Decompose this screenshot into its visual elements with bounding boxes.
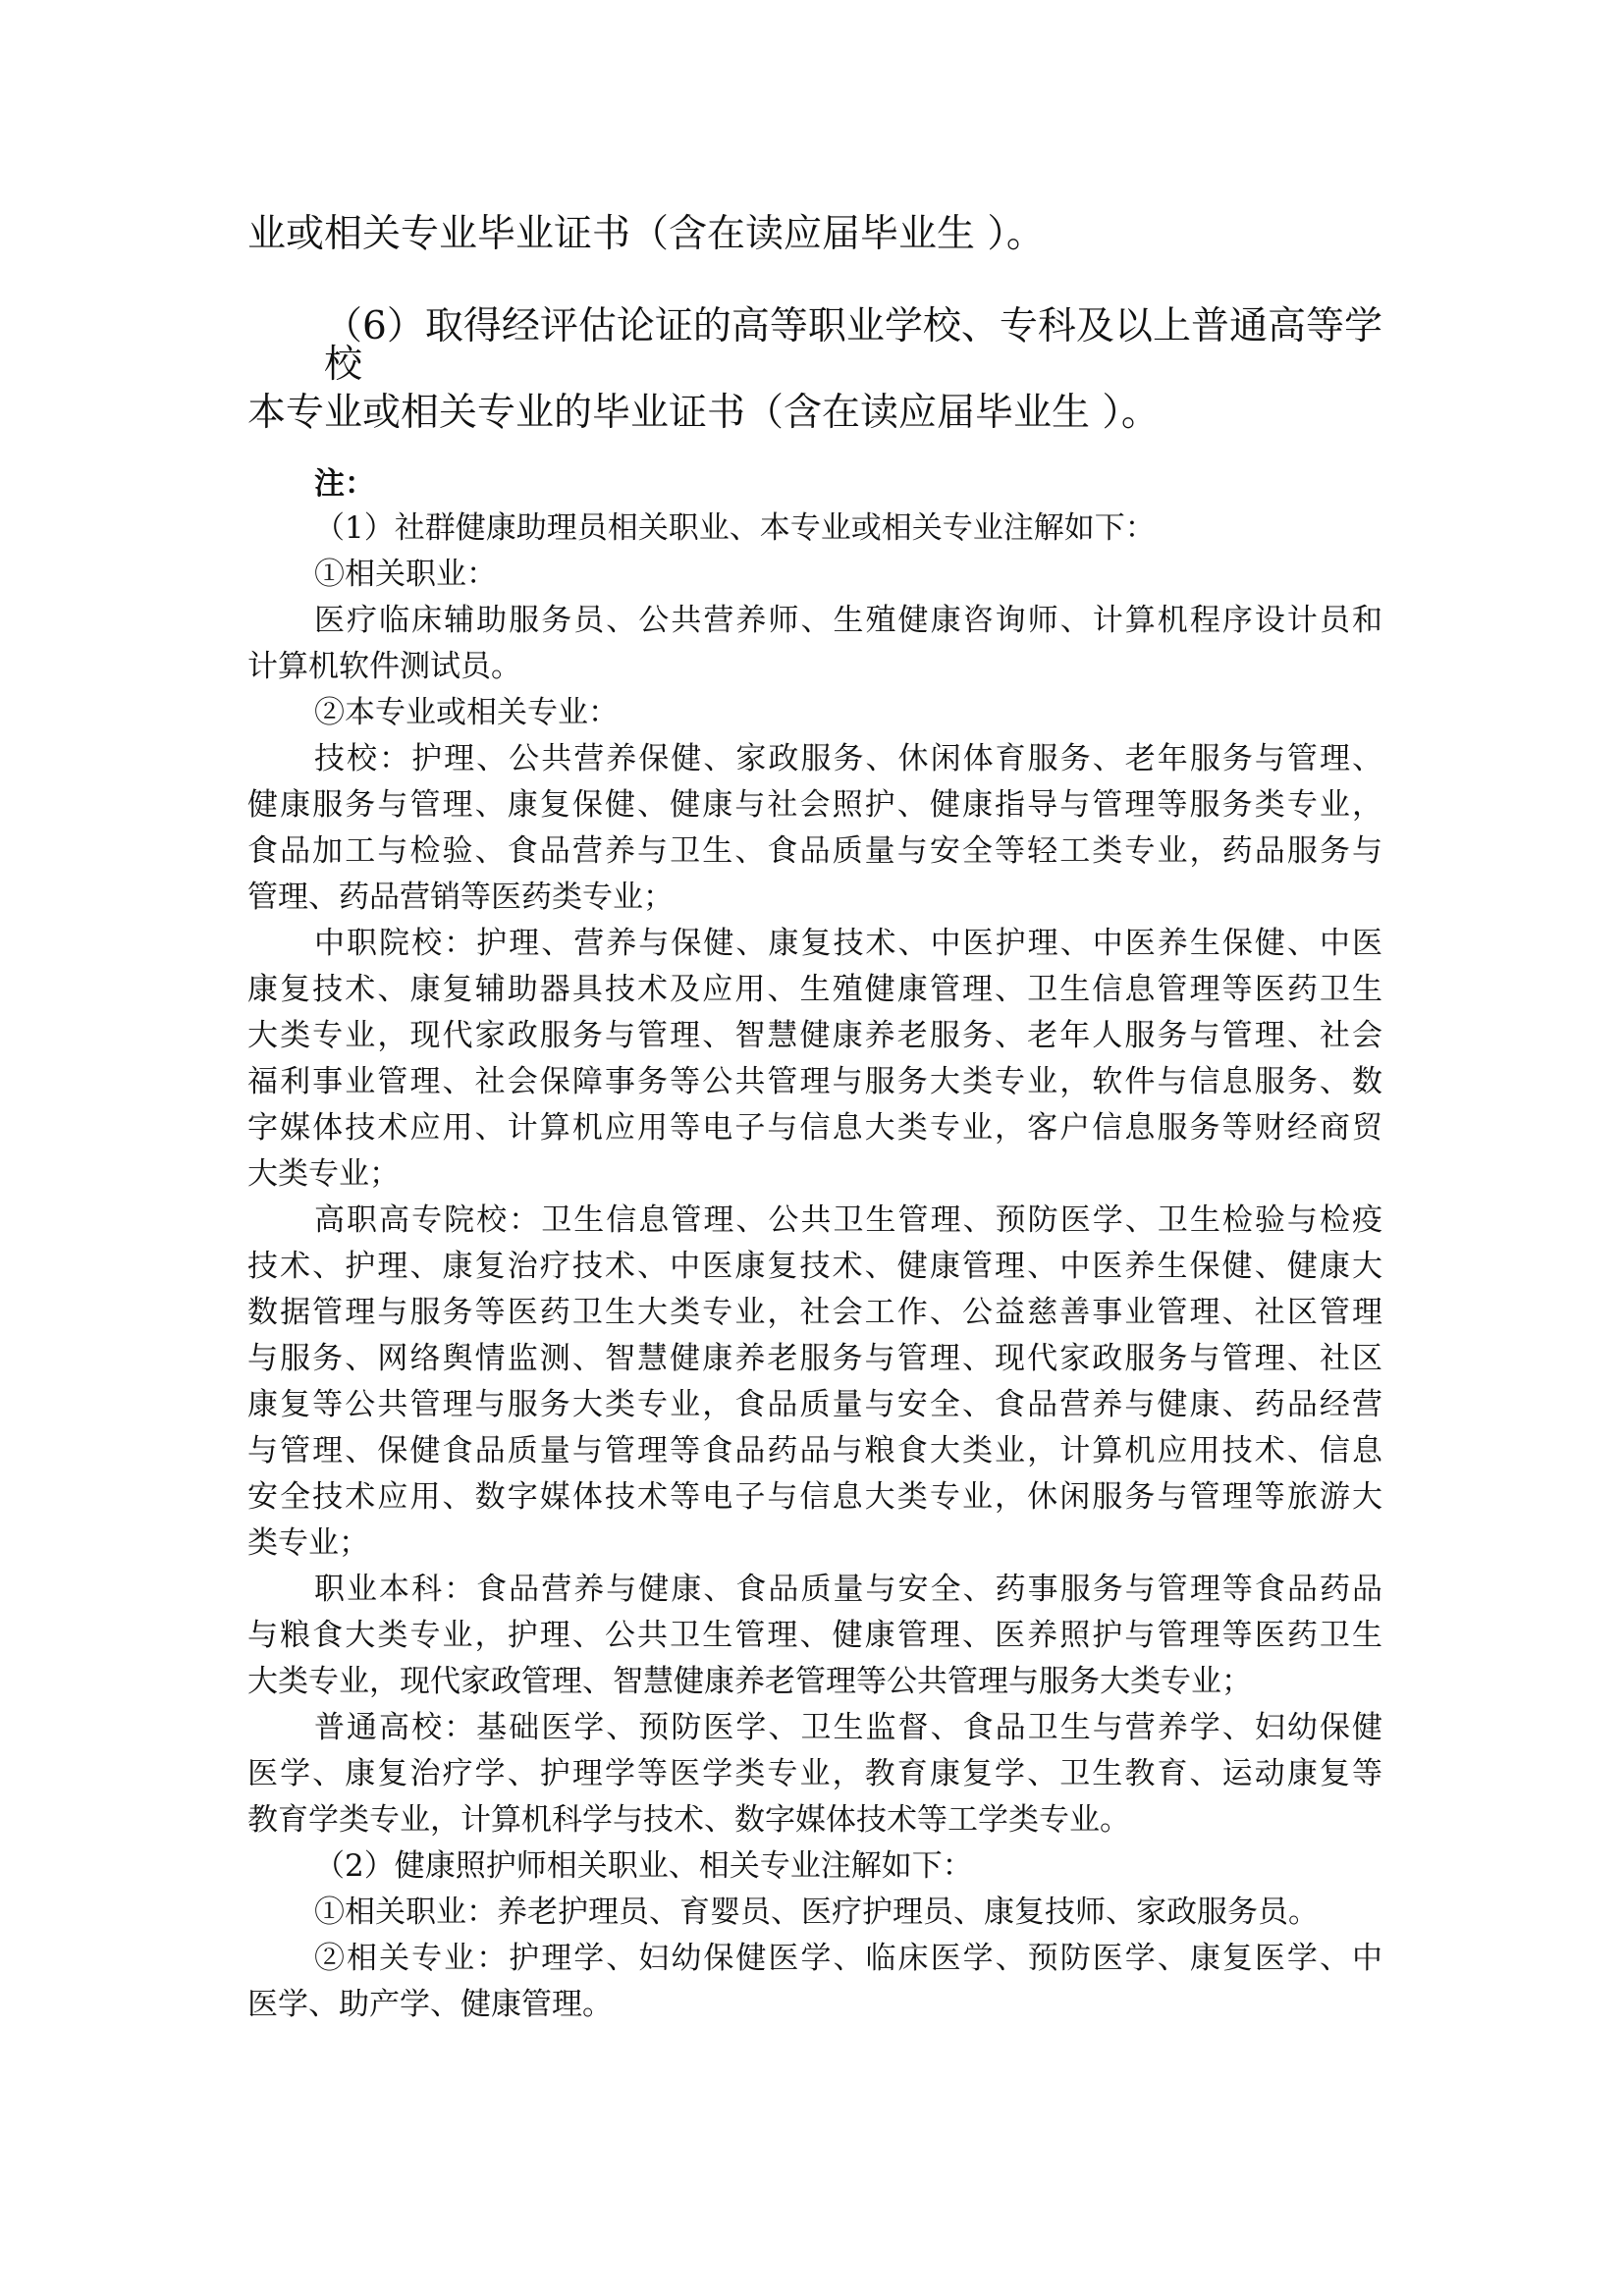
note-line: 教育学类专业，计算机科学与技术、数字媒体技术等工学类专业。 <box>247 1802 1130 1838</box>
note-line: 技校：护理、公共营养保健、家政服务、休闲体育服务、老年服务与管理、 <box>314 741 1382 776</box>
note-line: 大类专业，现代家政服务与管理、智慧健康养老服务、老年人服务与管理、社会 <box>247 1018 1382 1053</box>
note-line: 字媒体技术应用、计算机应用等电子与信息大类专业，客户信息服务等财经商贸 <box>247 1110 1382 1146</box>
note-line: 医学、助产学、健康管理。 <box>247 1987 613 2022</box>
note-line: 中职院校：护理、营养与保健、康复技术、中医护理、中医养生保健、中医 <box>314 926 1382 961</box>
note-line: ②相关专业：护理学、妇幼保健医学、临床医学、预防医学、康复医学、中 <box>314 1941 1382 1976</box>
note-line: 大类专业； <box>247 1156 400 1192</box>
note-line: 康复技术、康复辅助器具技术及应用、生殖健康管理、卫生信息管理等医药卫生 <box>247 972 1382 1007</box>
note-line: 普通高校：基础医学、预防医学、卫生监督、食品卫生与营养学、妇幼保健 <box>314 1710 1382 1745</box>
note-line: 管理、药品营销等医药类专业； <box>247 880 674 915</box>
note-line: 福利事业管理、社会保障事务等公共管理与服务大类专业，软件与信息服务、数 <box>247 1064 1382 1099</box>
note-line: 类专业； <box>247 1525 369 1561</box>
note-line: 医学、康复治疗学、护理学等医学类专业，教育康复学、卫生教育、运动康复等 <box>247 1756 1382 1791</box>
body-line: 本专业或相关专业的毕业证书（含在读应届毕业生 ）。 <box>247 391 1160 435</box>
body-line: 业或相关专业毕业证书（含在读应届毕业生 ）。 <box>247 212 1045 256</box>
note-line: 食品加工与检验、食品营养与卫生、食品质量与安全等轻工类专业，药品服务与 <box>247 833 1382 869</box>
note-line: （2）健康照护师相关职业、相关专业注解如下： <box>314 1848 973 1884</box>
note-line: 安全技术应用、数字媒体技术等电子与信息大类专业，休闲服务与管理等旅游大 <box>247 1479 1382 1515</box>
body-line: （6）取得经评估论证的高等职业学校、专科及以上普通高等学校 <box>324 304 1382 387</box>
note-line: 医疗临床辅助服务员、公共营养师、生殖健康咨询师、计算机程序设计员和 <box>314 603 1382 638</box>
note-line: 职业本科：食品营养与健康、食品质量与安全、药事服务与管理等食品药品 <box>314 1572 1382 1607</box>
note-line: 数据管理与服务等医药卫生大类专业，社会工作、公益慈善事业管理、社区管理 <box>247 1295 1382 1330</box>
note-title: 注： <box>314 466 375 502</box>
note-line: （1）社群健康助理员相关职业、本专业或相关专业注解如下： <box>314 510 1156 546</box>
note-line: 与粮食大类专业，护理、公共卫生管理、健康管理、医养照护与管理等医药卫生 <box>247 1618 1382 1653</box>
note-line: 健康服务与管理、康复保健、健康与社会照护、健康指导与管理等服务类专业， <box>247 787 1382 823</box>
note-line: ①相关职业： <box>314 557 497 592</box>
note-line: 与服务、网络舆情监测、智慧健康养老服务与管理、现代家政服务与管理、社区 <box>247 1341 1382 1376</box>
note-line: ①相关职业：养老护理员、育婴员、医疗护理员、康复技师、家政服务员。 <box>314 1895 1319 1930</box>
note-line: 计算机软件测试员。 <box>247 649 521 684</box>
note-line: 康复等公共管理与服务大类专业，食品质量与安全、食品营养与健康、药品经营 <box>247 1387 1382 1422</box>
note-line: 大类专业，现代家政管理、智慧健康养老管理等公共管理与服务大类专业； <box>247 1664 1252 1699</box>
note-line: ②本专业或相关专业： <box>314 695 619 730</box>
note-line: 与管理、保健食品质量与管理等食品药品与粮食大类业，计算机应用技术、信息 <box>247 1433 1382 1468</box>
note-line: 技术、护理、康复治疗技术、中医康复技术、健康管理、中医养生保健、健康大 <box>247 1249 1382 1284</box>
note-line: 高职高专院校：卫生信息管理、公共卫生管理、预防医学、卫生检验与检疫 <box>314 1202 1382 1238</box>
